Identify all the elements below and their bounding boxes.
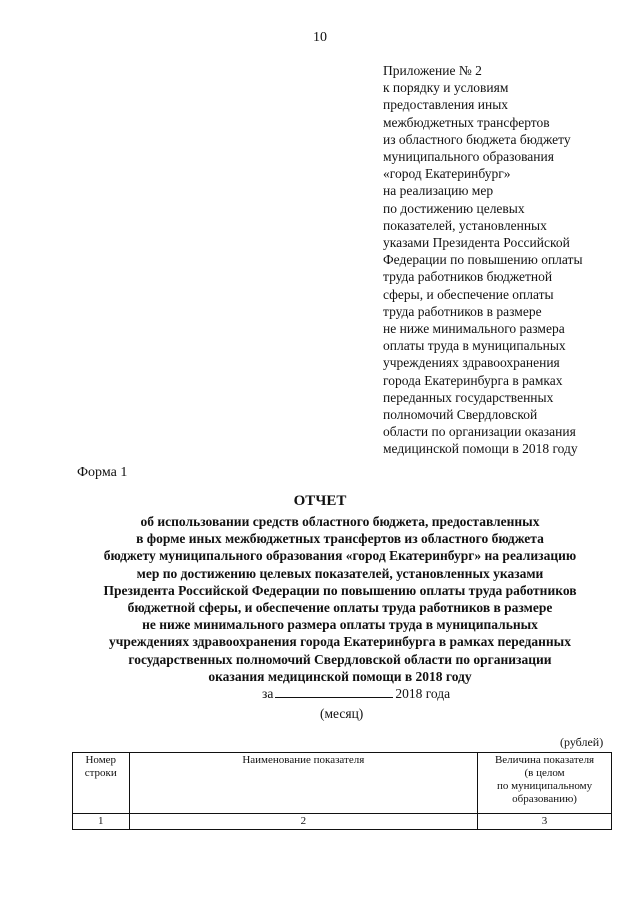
appendix-line: не ниже минимального размера bbox=[383, 321, 565, 337]
header-text: строки bbox=[84, 767, 117, 779]
report-subtitle bbox=[60, 513, 620, 685]
appendix-line: труда работников в размере bbox=[383, 303, 542, 319]
units-label: (рублей) bbox=[560, 735, 604, 749]
header-text: по муниципальному bbox=[496, 780, 593, 792]
header-row-number bbox=[73, 753, 130, 814]
header-text: Величина показателя bbox=[494, 754, 595, 766]
report-subtitle-line: бюджетной сферы, и обеспечение оплаты труда работников в размере bbox=[127, 600, 553, 616]
appendix-line: муниципального образования bbox=[383, 149, 554, 165]
appendix-line: на реализацию мер bbox=[383, 183, 494, 199]
period-prefix: за bbox=[262, 686, 274, 701]
appendix-line: из областного бюджета бюджету bbox=[383, 131, 571, 147]
appendix-line: указами Президента Российской bbox=[383, 235, 570, 251]
report-subtitle-line: не ниже минимального размера оплаты труда в муниципальных bbox=[142, 617, 538, 633]
report-subtitle-line: в форме иных межбюджетных трансфертов из областного бюджета bbox=[136, 531, 544, 547]
header-text: Номер bbox=[85, 754, 117, 766]
appendix-line: по достижению целевых bbox=[383, 200, 525, 216]
appendix-line: «город Екатеринбург» bbox=[383, 166, 511, 182]
appendix-line: города Екатеринбурга в рамках bbox=[383, 372, 563, 388]
column-index: 1 bbox=[73, 814, 130, 830]
appendix-line: медицинской помощи в 2018 году bbox=[383, 441, 578, 457]
appendix-line: сферы, и обеспечение оплаты bbox=[383, 286, 554, 302]
appendix-line: области по организации оказания bbox=[383, 424, 576, 440]
report-subtitle-line: Президента Российской Федерации по повышению оплаты труда работников bbox=[103, 582, 577, 598]
report-subtitle-line: учреждениях здравоохранения города Екатеринбурга в рамках переданных bbox=[109, 634, 571, 650]
report-subtitle-line: об использовании средств областного бюджета, предоставленных bbox=[140, 514, 540, 529]
header-text: Наименование показателя bbox=[242, 754, 365, 766]
appendix-line: переданных государственных bbox=[383, 389, 554, 405]
appendix-line: показателей, установленных bbox=[383, 217, 547, 233]
table-header-row bbox=[73, 753, 612, 814]
appendix-line: оплаты труда в муниципальных bbox=[383, 338, 566, 354]
header-indicator-name bbox=[129, 753, 478, 814]
appendix-line: Федерации по повышению оплаты bbox=[383, 252, 583, 268]
header-text: (в целом bbox=[524, 767, 565, 779]
column-index: 2 bbox=[129, 814, 478, 830]
report-table bbox=[72, 752, 612, 830]
report-title: ОТЧЕТ bbox=[293, 493, 347, 509]
appendix-line: к порядку и условиям bbox=[383, 80, 509, 96]
column-index: 3 bbox=[478, 814, 612, 830]
appendix-line: полномочий Свердловской bbox=[383, 407, 538, 423]
report-subtitle-line: мер по достижению целевых показателей, установленных указами bbox=[136, 565, 544, 581]
appendix-line: труда работников бюджетной bbox=[383, 269, 553, 285]
period-suffix: 2018 года bbox=[395, 686, 451, 701]
report-subtitle-line: государственных полномочий Свердловской области по организации bbox=[128, 651, 552, 667]
appendix-line: Приложение № 2 bbox=[383, 63, 482, 78]
form-label: Форма 1 bbox=[77, 465, 128, 480]
appendix-line: предоставления иных bbox=[383, 97, 509, 113]
appendix-line: учреждениях здравоохранения bbox=[383, 355, 560, 371]
header-text: образованию) bbox=[512, 793, 577, 805]
month-blank-field[interactable] bbox=[275, 685, 393, 698]
report-subtitle-line: оказания медицинской помощи в 2018 году bbox=[208, 668, 472, 684]
appendix-line: межбюджетных трансфертов bbox=[383, 114, 550, 130]
header-indicator-value bbox=[478, 753, 612, 814]
report-subtitle-line: бюджету муниципального образования «город Екатеринбург» на реализацию bbox=[103, 548, 577, 564]
appendix-heading bbox=[383, 62, 628, 458]
period-caption: (месяц) bbox=[320, 706, 364, 721]
table-index-row bbox=[73, 814, 612, 830]
page-number: 10 bbox=[313, 30, 327, 45]
reporting-period bbox=[262, 685, 450, 702]
